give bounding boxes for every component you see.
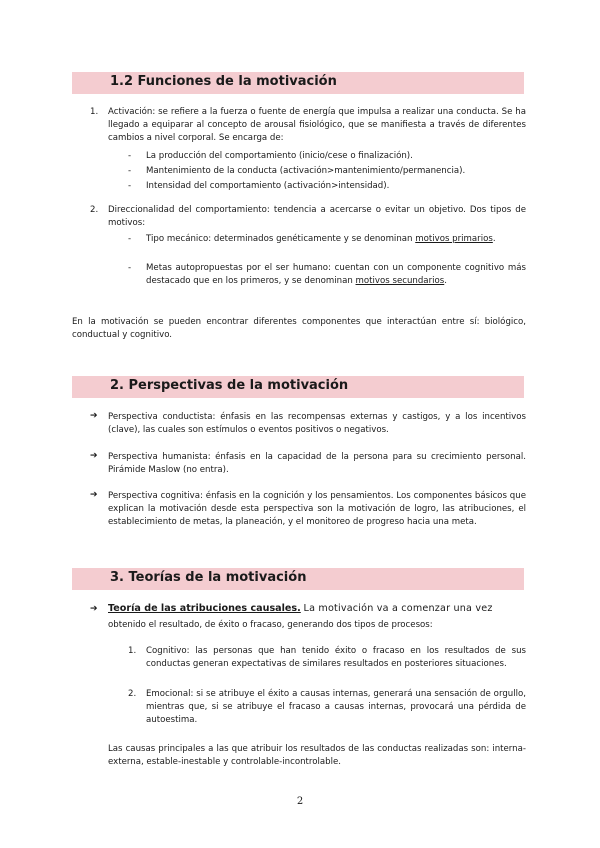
lead-text: La motivación va a comenzar una vez: [303, 603, 493, 614]
arrow-bullet-icon: ➔: [90, 604, 98, 614]
dash-bullet: -: [128, 151, 132, 161]
paragraph-direccionalidad: Direccionalidad del comportamiento: tendencia a acercarse o evitar un objetivo. Dos tipos de motivos:: [108, 205, 526, 228]
motivos-secundarios-term: motivos secundarios: [355, 276, 445, 286]
dash-bullet: -: [128, 181, 132, 191]
paragraph-emocional: Emocional: si se atribuye el éxito a causas internas, generará una sensación de orgullo, mientras que, si se atribuye el fracaso a causas internas, provocará una pérdida de autoestima.: [146, 689, 526, 725]
paragraph-cognitiva: Perspectiva cognitiva: énfasis en la cognición y los pensamientos. Los componentes básicos que explican la motivación desde esta perspectiva son la motivación de logro, las atribuciones, el establecimiento de metas, la planeación, y el monitoreo de progreso hacia una meta.: [108, 491, 526, 527]
arrow-bullet-icon: ➔: [90, 411, 98, 421]
bullet-intensidad: Intensidad del comportamiento (activación>intensidad).: [146, 181, 390, 191]
period: .: [444, 276, 447, 286]
paragraph-conductista: Perspectiva conductista: énfasis en las recompensas externas y castigos, y a los incentivos (clave), las cuales son estímulos o eventos positivos o negativos.: [108, 412, 526, 435]
bullet-text: Metas autopropuestas por el ser humano: cuentan con un componente cognitivo más destacado que en los primeros, y se denominan: [146, 263, 526, 286]
bullet-text: Tipo mecánico: determinados genéticamente y se denominan: [146, 234, 413, 244]
paragraph-cognitivo: Cognitivo: las personas que han tenido éxito o fracaso en los resultados de sus conductas generan expectativas de similares resultados en posteriores situaciones.: [146, 646, 526, 669]
section-header-teorias: [72, 568, 524, 590]
section-title: 2. Perspectivas de la motivación: [110, 378, 349, 393]
list-number: 2.: [128, 689, 137, 699]
arrow-bullet-icon: ➔: [90, 490, 98, 500]
list-number: 2.: [90, 205, 99, 215]
list-number: 1.: [90, 107, 99, 117]
dash-bullet: -: [128, 166, 132, 176]
paragraph-humanista: Perspectiva humanista: énfasis en la capacidad de la persona para su crecimiento personal. Pirámide Maslow (no entra).: [108, 452, 526, 475]
paragraph-atribuciones-rest: obtenido el resultado, de éxito o fracaso, generando dos tipos de procesos:: [108, 620, 433, 630]
section-title: 3. Teorías de la motivación: [110, 570, 307, 585]
paragraph-activacion: Activación: se refiere a la fuerza o fuente de energía que impulsa a realizar una conducta. Se ha llegado a equiparar al concepto de arousal fisiológico, que se manifiesta a través de diferentes cambios a nivel corporal. Se encarga de:: [108, 107, 526, 143]
section-header-perspectivas: [72, 376, 524, 398]
bullet-produccion: La producción del comportamiento (inicio/cese o finalización).: [146, 151, 413, 161]
paragraph-causas: Las causas principales a las que atribuir los resultados de las conductas realizadas son: interna-externa, estable-inestable y controlable-incontrolable.: [108, 744, 526, 767]
paragraph-componentes: En la motivación se pueden encontrar diferentes componentes que interactúan entre sí: biológico, conductual y cognitivo.: [72, 317, 526, 340]
bullet-tipo-mecanico: [146, 233, 526, 246]
bullet-metas: [146, 262, 526, 288]
list-number: 1.: [128, 646, 137, 656]
arrow-bullet-icon: ➔: [90, 451, 98, 461]
paragraph-atribuciones-lead: [108, 602, 528, 616]
page-number: 2: [296, 796, 304, 807]
section-header-funciones: [72, 72, 524, 94]
bullet-mantenimiento: Mantenimiento de la conducta (activación>mantenimiento/permanencia).: [146, 166, 466, 176]
motivos-primarios-term: motivos primarios: [415, 234, 493, 244]
section-title: 1.2 Funciones de la motivación: [110, 74, 337, 89]
period: .: [492, 234, 496, 244]
theory-title: Teoría de las atribuciones causales.: [108, 603, 301, 614]
dash-bullet: -: [128, 263, 132, 273]
dash-bullet: -: [128, 234, 132, 244]
